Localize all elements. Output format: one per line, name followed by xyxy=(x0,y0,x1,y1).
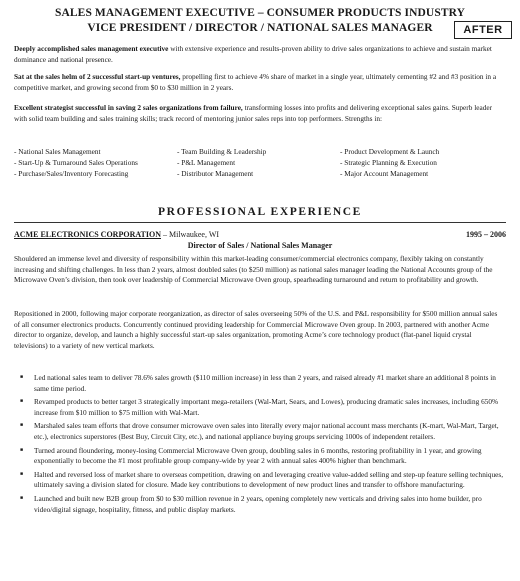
summary-text-2: propelling first to achieve 4% share of market in a single year, ultimately cementing #2 and #3 position in a competitive market, and growing second from $0 to $30 million in 2 years. xyxy=(14,72,497,92)
strength-item: - Team Building & Leadership xyxy=(177,146,340,157)
strengths-row xyxy=(14,157,504,168)
resume-headline: SALES MANAGEMENT EXECUTIVE – CONSUMER PRODUCTS INDUSTRY xyxy=(55,7,465,19)
strength-item: - Strategic Planning & Execution xyxy=(340,157,503,168)
summary-paragraph-2 xyxy=(14,72,504,93)
company-line xyxy=(14,229,506,240)
summary-lead-2: Sat at the sales helm of 2 successful start-up ventures, xyxy=(14,72,181,81)
summary-text-1: with extensive experience and results-proven ability to drive sales organizations to achieve and sustain market dominance and national presence. xyxy=(14,44,492,64)
summary-paragraph-3 xyxy=(14,103,504,124)
strength-item: - Start-Up & Turnaround Sales Operations xyxy=(14,157,177,168)
achievement-item: ■ Halted and reversed loss of market share to overseas competition, drawing on and leveraging creative value-added selling and step-up feature selling techniques, ultimately saving a division slated for closure. Made key contributions to development of new product lines and transfer to offshore manufacturing. xyxy=(14,470,506,491)
strengths-row xyxy=(14,146,504,157)
achievement-item: ■ Revamped products to better target 3 strategically important mega-retailers (Wal-Mart, Sears, and Lowes), producing dramatic sales increases, including 650% increase from $10 million to $75 million with Wal-Mart. xyxy=(14,397,506,418)
experience-paragraph-2: Repositioned in 2000, following major corporate reorganization, as director of sales overseeing 50% of the U.S. and P&L responsibility for $500 million annual sales of all consumer electronics products. Concurrently continued providing leadership for Commercial Microwave Oven group. In 2003, partnered with another Acme director to organize, develop, and launch a highly successful start-up sales organization, promoting Acme’s core technology product (flat-panel liquid crystal televisions) to a variety of new vertical markets. xyxy=(14,309,498,350)
achievement-item: ■ Led national sales team to deliver 78.6% sales growth ($110 million increase) in less than 2 years, and raised already #1 market share an additional 8 points in same time period. xyxy=(14,373,506,394)
summary-lead-3: Excellent strategist successful in saving 2 sales organizations from failure, xyxy=(14,103,243,112)
strength-item: - Purchase/Sales/Inventory Forecasting xyxy=(14,168,177,179)
strength-item: - National Sales Management xyxy=(14,146,177,157)
strength-item: - Distributor Management xyxy=(177,168,340,179)
summary-paragraph-1 xyxy=(14,44,504,65)
summary-lead-1: Deeply accomplished sales management executive xyxy=(14,44,169,53)
section-heading-experience: PROFESSIONAL EXPERIENCE xyxy=(158,206,362,218)
strength-item: - Product Development & Launch xyxy=(340,146,503,157)
summary-text-3: transforming losses into profits and delivering exceptional sales gains. Superb leader with solid team building and sales training skills; track record of mentoring junior sales reps into top performers. Strengths in: xyxy=(14,103,493,123)
employment-dates: 1995 – 2006 xyxy=(466,230,506,239)
job-title: Director of Sales / National Sales Manager xyxy=(187,241,333,250)
after-badge: AFTER xyxy=(454,21,512,39)
experience-paragraph-1: Shouldered an immense level and diversity of responsibility within this market-leading consumer/commercial electronics company, flexibly taking on constantly increasing and shifting challenges. In less than 2 years, almost doubled sales (to $250 million) as national sales manager leading the National Accounts group of the Microwave Oven’s division, then took over leadership of Commercial Microwave Oven group, spearheading turnaround and return to profitability and growth. xyxy=(14,254,493,285)
strengths-row xyxy=(14,168,504,179)
strengths-list xyxy=(14,146,504,179)
company-location: – Milwaukee, WI xyxy=(160,230,220,239)
achievement-item: ■ Marshaled sales team efforts that drove consumer microwave oven sales into literally every major national account mass merchants (K-mart, Wal-Mart, Target, etc.), electronics superstores (Best Buy, Circuit City, etc.), and national appliance buying groups servicing 1000s of independent retailers. xyxy=(14,421,506,442)
strength-item: - Major Account Management xyxy=(340,168,503,179)
achievement-item: ■ Launched and built new B2B group from $0 to $30 million revenue in 2 years, opening completely new verticals and driving sales into home builder, pro video/digital signage, hospitality, fitness, and public display markets. xyxy=(14,494,506,515)
achievement-item: ■ Turned around floundering, money-losing Commercial Microwave Oven group, doubling sales in 6 months, restoring profitability in 1 year, and growing exponentially to become the #1 most profitable group company-wide by year 2 with annual sales 400% higher than benchmark. xyxy=(14,446,506,467)
achievements-list xyxy=(14,373,506,518)
section-divider xyxy=(14,222,506,223)
strength-item: - P&L Management xyxy=(177,157,340,168)
resume-subheadline: VICE PRESIDENT / DIRECTOR / NATIONAL SALES MANAGER xyxy=(87,22,433,34)
company-name: ACME ELECTRONICS CORPORATION xyxy=(14,230,161,239)
